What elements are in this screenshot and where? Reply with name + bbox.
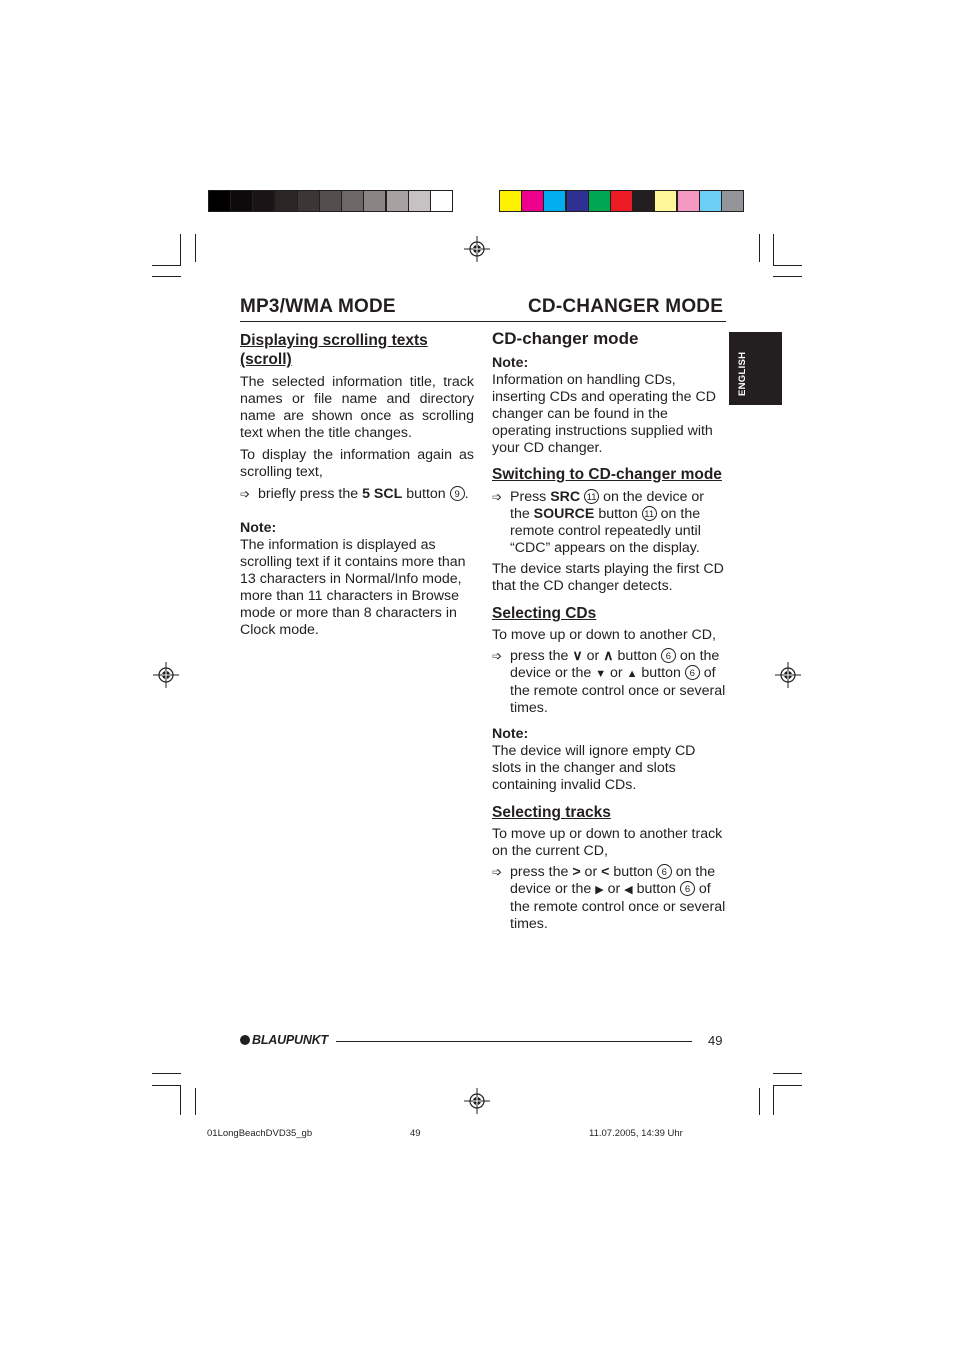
registration-mark-icon xyxy=(153,662,179,688)
section-title-cd-changer: CD-changer mode xyxy=(492,329,639,348)
triangle-left-icon: ◀ xyxy=(624,884,633,896)
arrow-icon: ➩ xyxy=(492,490,503,504)
calibration-swatch xyxy=(297,190,320,212)
calibration-swatch xyxy=(588,190,611,212)
slug-page: 49 xyxy=(410,1128,421,1139)
slug-date: 11.07.2005, 14:39 Uhr xyxy=(589,1128,683,1139)
crop-mark xyxy=(195,1088,196,1115)
calibration-swatch xyxy=(230,190,253,212)
crop-mark xyxy=(759,1088,760,1115)
crop-mark xyxy=(195,234,196,262)
switch-step: ➩ Press SRC 11 on the device or the SOURCE button 11 on the remote control repeatedly until “CDC” appears on the display. xyxy=(492,489,705,556)
calibration-swatch xyxy=(208,190,231,212)
calibration-swatch xyxy=(430,190,453,212)
crop-mark xyxy=(152,1073,181,1074)
calibration-swatch xyxy=(566,190,589,212)
calibration-swatch xyxy=(275,190,298,212)
footer-rule xyxy=(336,1041,692,1042)
crop-mark xyxy=(773,1073,802,1074)
calibration-swatch xyxy=(252,190,275,212)
note-text: Information on handling CDs, inserting CDs and operating the CD changer can be found in the operating instructions supplied with your CD changer. xyxy=(492,372,716,456)
crop-mark xyxy=(152,265,181,266)
calibration-swatch xyxy=(386,190,409,212)
language-tab-label: ENGLISH xyxy=(737,351,748,396)
brand-logo: BLAUPUNKT xyxy=(240,1033,328,1047)
right-icon: > xyxy=(572,864,581,880)
language-tab xyxy=(729,332,782,405)
crop-mark xyxy=(152,1085,181,1086)
note-title: Note: xyxy=(492,726,529,742)
crop-mark xyxy=(773,234,774,266)
button-number-6: 6 xyxy=(685,665,700,680)
calibration-swatch xyxy=(408,190,431,212)
triangle-up-icon: ▲ xyxy=(626,668,638,680)
calibration-swatch xyxy=(319,190,342,212)
scroll-step: ➩ briefly press the 5 SCL button 9 . xyxy=(240,486,469,502)
up-icon: ∧ xyxy=(603,648,614,664)
slug-file: 01LongBeachDVD35_gb xyxy=(207,1128,313,1139)
note-text: The device will ignore empty CD slots in the changer and slots containing invalid CDs. xyxy=(492,743,696,793)
switch-result: The device starts playing the first CD that the CD changer detects. xyxy=(492,561,724,594)
registration-mark-icon xyxy=(464,236,490,262)
page-header-right: CD-CHANGER MODE xyxy=(528,296,724,317)
down-icon: ∨ xyxy=(572,648,583,664)
brand-dot-icon xyxy=(240,1035,250,1045)
section-title-scroll: Displaying scrolling texts (scroll) xyxy=(240,332,428,368)
arrow-icon: ➩ xyxy=(492,865,503,879)
calibration-swatch xyxy=(677,190,700,212)
crop-mark xyxy=(773,265,802,266)
crop-mark xyxy=(759,234,760,262)
calibration-swatch xyxy=(543,190,566,212)
section-title-selecting-tracks: Selecting tracks xyxy=(492,804,611,821)
select-cd-step: ➩ press the ∨ or ∧ button 6 on the device or the ▼ or ▲ button 6 of the remote control once or several times. xyxy=(492,648,726,716)
calibration-swatch xyxy=(341,190,364,212)
left-column xyxy=(240,331,474,639)
registration-mark-icon xyxy=(464,1088,490,1114)
crop-mark xyxy=(152,276,181,277)
note-title: Note: xyxy=(240,520,277,536)
calibration-swatch xyxy=(654,190,677,212)
crop-mark xyxy=(773,276,802,277)
crop-mark xyxy=(180,234,181,266)
scroll-instruction-intro: To display the information again as scrolling text, xyxy=(240,447,474,480)
scroll-description: The selected information title, track names or file name and directory name are shown once as scrolling text when the title changes. xyxy=(240,374,474,441)
button-number-11: 11 xyxy=(642,506,657,521)
calibration-swatch xyxy=(699,190,722,212)
left-icon: < xyxy=(601,864,610,880)
calibration-swatch xyxy=(632,190,655,212)
arrow-icon: ➩ xyxy=(240,487,251,501)
right-column xyxy=(492,330,726,933)
select-track-intro: To move up or down to another track on the current CD, xyxy=(492,826,723,859)
crop-mark xyxy=(773,1085,802,1086)
note-title: Note: xyxy=(492,355,529,371)
registration-mark-icon xyxy=(775,662,801,688)
page-header-left: MP3/WMA MODE xyxy=(240,296,396,317)
calibration-swatch xyxy=(610,190,633,212)
button-number-11: 11 xyxy=(584,489,599,504)
button-number-6: 6 xyxy=(680,881,695,896)
note-text: The information is displayed as scrolling text if it contains more than 13 characters in Normal/Info mode, more than 11 characters in Browse mode or more than 8 characters in Clock mode. xyxy=(240,537,466,638)
select-track-step: ➩ press the > or < button 6 on the device or the ▶ or ◀ button 6 of the remote control once or several times. xyxy=(492,864,726,932)
arrow-icon: ➩ xyxy=(492,649,503,663)
select-cd-intro: To move up or down to another CD, xyxy=(492,627,716,643)
section-title-selecting-cds: Selecting CDs xyxy=(492,605,597,622)
crop-mark xyxy=(180,1085,181,1115)
triangle-right-icon: ▶ xyxy=(595,884,604,896)
header-rule xyxy=(240,321,726,322)
button-number-6: 6 xyxy=(661,648,676,663)
triangle-down-icon: ▼ xyxy=(595,668,607,680)
calibration-swatch xyxy=(363,190,386,212)
button-number-6: 6 xyxy=(657,864,672,879)
calibration-swatch xyxy=(499,190,522,212)
calibration-swatch xyxy=(521,190,544,212)
calibration-swatch xyxy=(721,190,744,212)
button-number-9: 9 xyxy=(450,486,465,501)
page-number: 49 xyxy=(708,1033,723,1048)
crop-mark xyxy=(773,1085,774,1115)
section-title-switching: Switching to CD-changer mode xyxy=(492,466,722,483)
